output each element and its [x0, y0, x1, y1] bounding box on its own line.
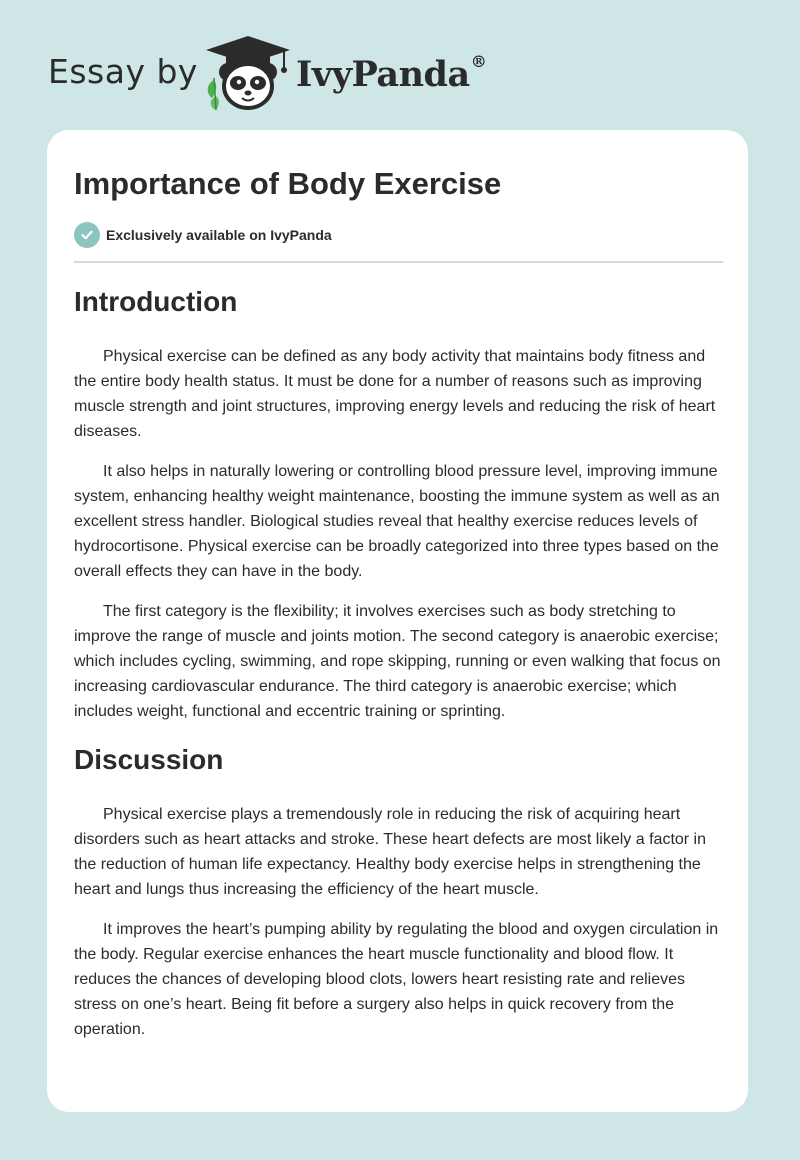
essay-body: [74, 280, 724, 1042]
essay-by-label: Essay by: [48, 52, 198, 91]
paragraph: It also helps in naturally lowering or controlling blood pressure level, improving immune system, enhancing healthy weight maintenance, boosting the immune system as well as an excellent stress handler. Biological studies reveal that healthy exercise reduces levels of hydrocortisone. Physical exercise can be broadly categorized into three types based on the overall effects they can have in the body.: [74, 463, 720, 580]
panda-graduate-icon: [202, 34, 294, 110]
divider: [74, 261, 723, 263]
paragraph: It improves the heart’s pumping ability by regulating the blood and oxygen circulation in the body. Regular exercise enhances the heart muscle functionality and blood flow. It reduces the chances of developing blood clots, lowers heart resisting rate and relieves stress on one’s heart. Being fit before a surgery also helps in quick recovery from the operation.: [74, 921, 719, 1038]
site-header: [48, 34, 508, 114]
section-heading-introduction: Introduction: [74, 286, 238, 317]
exclusive-badge: [74, 222, 332, 248]
paragraph: The first category is the flexibility; it involves exercises such as body stretching to improve the range of muscle and joints motion. The second category is anaerobic exercise; which includes cycling, swimming, and rope skipping, running or even walking that focus on increasing cardiovascular endurance. The third category is anaerobic exercise; which includes weight, functional and eccentric training or sprinting.: [74, 603, 721, 720]
paragraph: Physical exercise plays a tremendously role in reducing the risk of acquiring heart disorders such as heart attacks and stroke. These heart defects are most likely a factor in the reduction of human life expectancy. Healthy body exercise helps in strengthening the heart and lungs thus increasing the efficiency of the heart muscle.: [74, 806, 707, 898]
brand-text: IvyPanda: [296, 54, 470, 95]
check-circle-icon: [74, 222, 100, 248]
registered-mark: ®: [470, 52, 487, 72]
badge-label: Exclusively available on IvyPanda: [106, 227, 332, 243]
section-heading-discussion: Discussion: [74, 744, 224, 775]
page-title: Importance of Body Exercise: [74, 166, 502, 201]
brand-name: [296, 54, 486, 95]
paragraph: Physical exercise can be defined as any body activity that maintains body fitness and the entire body health status. It must be done for a number of reasons such as improving muscle strength and joint structures, improving energy levels and reducing the risk of heart diseases.: [74, 348, 716, 440]
essay-card: [47, 130, 748, 1112]
